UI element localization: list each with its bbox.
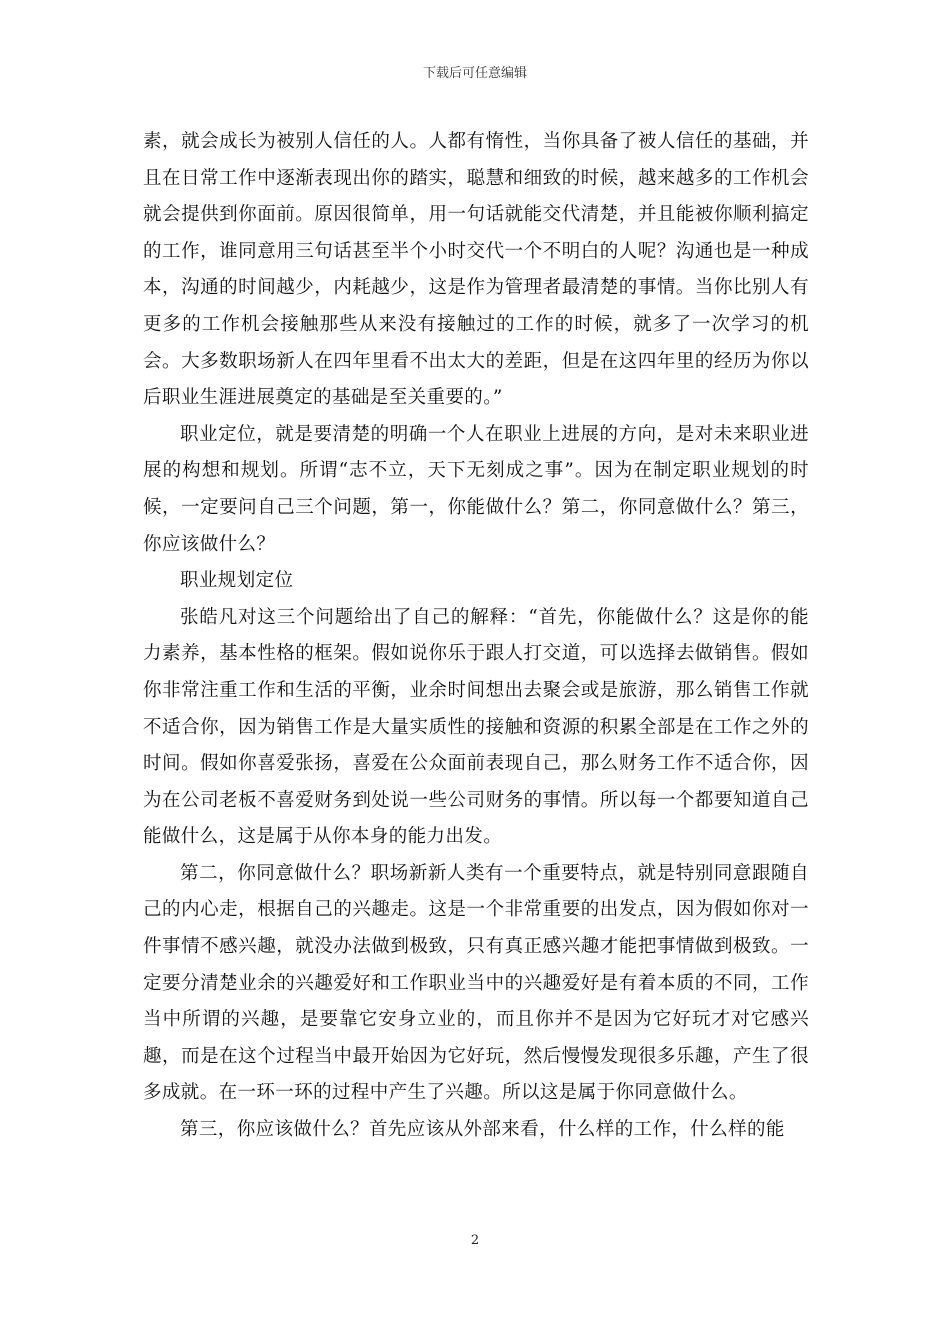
paragraph: 职业定位，就是要清楚的明确一个人在职业上进展的方向，是对未来职业进展的构想和规划。所谓“志不立，天下无刻成之事”。因为在制定职业规划的时候，一定要问自己三个问题，第一，你能做什么？第二，你同意做什么？第三，你应该做什么？: [143, 423, 809, 555]
paragraph: 第二，你同意做什么？职场新新人类有一个重要特点，就是特别同意跟随自己的内心走，根据自己的兴趣走。这是一个非常重要的出发点，因为假如你对一件事情不感兴趣，就没办法做到极致，只有真正感兴趣才能把事情做到极致。一定要分清楚业余的兴趣爱好和工作职业当中的兴趣爱好是有着本质的不同，工作当中所谓的兴趣，是要靠它安身立业的，而且你并不是因为它好玩才对它感兴趣，而是在这个过程当中最开始因为它好玩，然后慢慢发现很多乐趣，产生了很多成就。在一环一环的过程中产生了兴趣。所以这是属于你同意做什么。: [143, 862, 809, 1104]
document-body: [143, 124, 809, 1149]
page-number: 2: [470, 1233, 480, 1248]
paragraph: 第三，你应该做什么？首先应该从外部来看，什么样的工作，什么样的能: [180, 1119, 785, 1141]
section-heading: 职业规划定位: [180, 570, 294, 592]
paragraph: 素，就会成长为被别人信任的人。人都有惰性，当你具备了被人信任的基础，并且在日常工作中逐渐表现出你的踏实，聪慧和细致的时候，越来越多的工作机会就会提供到你面前。原因很简单，用一句话就能交代清楚，并且能被你顺利搞定的工作，谁同意用三句话甚至半个小时交代一个不明白的人呢？沟通也是一种成本，沟通的时间越少，内耗越少，这是作为管理者最清楚的事情。当你比别人有更多的工作机会接触那些从来没有接触过的工作的时候，就多了一次学习的机会。大多数职场新人在四年里看不出太大的差距，但是在这四年里的经历为你以后职业生涯进展奠定的基础是至关重要的。”: [143, 131, 809, 409]
paragraph: 张皓凡对这三个问题给出了自己的解释：“首先，你能做什么？这是你的能力素养，基本性格的框架。假如说你乐于跟人打交道，可以选择去做销售。假如你非常注重工作和生活的平衡，业余时间想出去聚会或是旅游，那么销售工作就不适合你，因为销售工作是大量实质性的接触和资源的积累全部是在工作之外的时间。假如你喜爱张扬，喜爱在公众面前表现自己，那么财务工作不适合你，因为在公司老板不喜爱财务到处说一些公司财务的事情。所以每一个都要知道自己能做什么，这是属于从你本身的能力出发。: [143, 606, 809, 848]
page-header: 下载后可任意编辑: [422, 66, 527, 81]
